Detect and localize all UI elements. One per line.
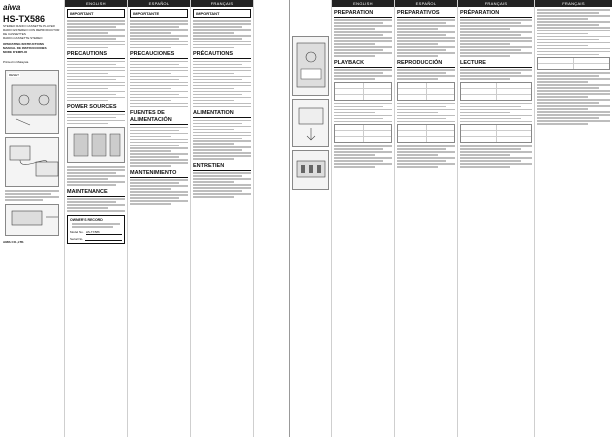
power-heading-es: FUENTES DE ALIMENTACIÓN <box>130 110 188 125</box>
subtitle-es: RADIO ESTEREO CON REPRODUCTOR DE CASSETTES <box>3 28 60 36</box>
connection-figure <box>5 137 59 187</box>
language-header-spanish-2: ESPAÑOL <box>395 0 457 7</box>
cassette-player-illustration <box>6 71 62 129</box>
french-precautions-panel <box>191 0 254 437</box>
band-table-es <box>397 82 455 101</box>
model-no-value: HS-TX586 <box>86 230 122 235</box>
band-table-en <box>334 82 392 101</box>
instructions-en: OPERATING INSTRUCTIONS <box>3 42 44 46</box>
language-header-english-2: ENGLISH <box>332 0 394 7</box>
maintenance-heading-es: MANTENIMIENTO <box>130 170 188 178</box>
english-precautions-panel <box>65 0 128 437</box>
precautions-heading-en: PRECAUTIONS <box>67 51 125 59</box>
power-heading-fr: ALIMENTATION <box>193 110 251 118</box>
cassette-insert-figure <box>292 99 329 147</box>
precautions-heading-es: PRECAUCIONES <box>130 51 188 59</box>
tape-table-es <box>397 124 455 143</box>
model-no-label: Model No. <box>70 229 84 234</box>
illustration-panel <box>290 0 332 437</box>
tape-table-en <box>334 124 392 143</box>
language-header-french: FRANÇAIS <box>191 0 253 7</box>
controls-illustration <box>293 151 329 187</box>
unit-front-figure <box>292 36 329 96</box>
owners-record-title: OWNER'S RECORD <box>70 217 103 222</box>
maintenance-heading-en: MAINTENANCE <box>67 189 125 197</box>
important-heading-fr: IMPORTANT <box>193 9 251 18</box>
cassette-insert-illustration <box>293 100 329 144</box>
language-header-french-2: FRANÇAIS <box>458 0 534 7</box>
unit-front-illustration <box>293 37 329 93</box>
power-heading-en: POWER SOURCES <box>67 104 125 112</box>
french-operation-panel <box>458 0 535 437</box>
spanish-operation-panel <box>395 0 458 437</box>
spanish-precautions-panel <box>128 0 191 437</box>
battery-illustration <box>68 128 125 160</box>
maintenance-heading-fr: ENTRETIEN <box>193 163 251 171</box>
owners-record-box <box>67 215 125 244</box>
model-number: HS-TX586 <box>3 14 46 24</box>
language-header-english: ENGLISH <box>65 0 127 7</box>
reset-figure <box>5 204 59 236</box>
playback-heading-es: REPRODUCCIÓN <box>397 60 455 68</box>
band-table-fr <box>460 82 532 101</box>
preparation-heading-en: PREPARATION <box>334 10 392 18</box>
playback-heading-fr: LECTURE <box>460 60 532 68</box>
tape-table-fr <box>460 124 532 143</box>
playback-heading-en: PLAYBACK <box>334 60 392 68</box>
french-continued-panel <box>535 0 612 437</box>
subtitle-en: STEREO RADIO CASSETTE PLAYER <box>3 24 55 28</box>
company-name: AIWA CO.,LTD. <box>3 239 25 244</box>
preparation-heading-fr: PRÉPARATION <box>460 10 532 18</box>
reset-label: RESET <box>9 73 20 77</box>
important-heading-en: IMPORTANT <box>67 9 125 18</box>
function-table-fr <box>537 57 610 70</box>
language-header-spanish: ESPAÑOL <box>128 0 190 7</box>
english-operation-panel <box>332 0 395 437</box>
headphone-illustration <box>6 138 62 182</box>
battery-figure <box>5 70 59 134</box>
instructions-es: MANUAL DE INSTRUCCIONES <box>3 46 47 50</box>
brand-logo: aiwa <box>3 3 21 12</box>
serial-no-label: Serial No. <box>70 236 84 241</box>
subtitle-fr: RADIO-CASSETTE STEREO <box>3 36 43 40</box>
slot-illustration <box>6 205 62 231</box>
spine-panel <box>254 0 290 437</box>
important-heading-es: IMPORTANTE <box>130 9 188 18</box>
controls-figure <box>292 150 329 190</box>
preparation-heading-es: PREPARATIVOS <box>397 10 455 18</box>
cover-panel <box>0 0 65 437</box>
instructions-fr: MODE D'EMPLOI <box>3 50 28 54</box>
battery-compartment-figure-en <box>67 127 125 163</box>
printed-origin: Printed in Malaysia <box>3 60 29 64</box>
precautions-heading-fr: PRÉCAUTIONS <box>193 51 251 59</box>
language-header-french-3: FRANÇAIS <box>535 0 612 7</box>
